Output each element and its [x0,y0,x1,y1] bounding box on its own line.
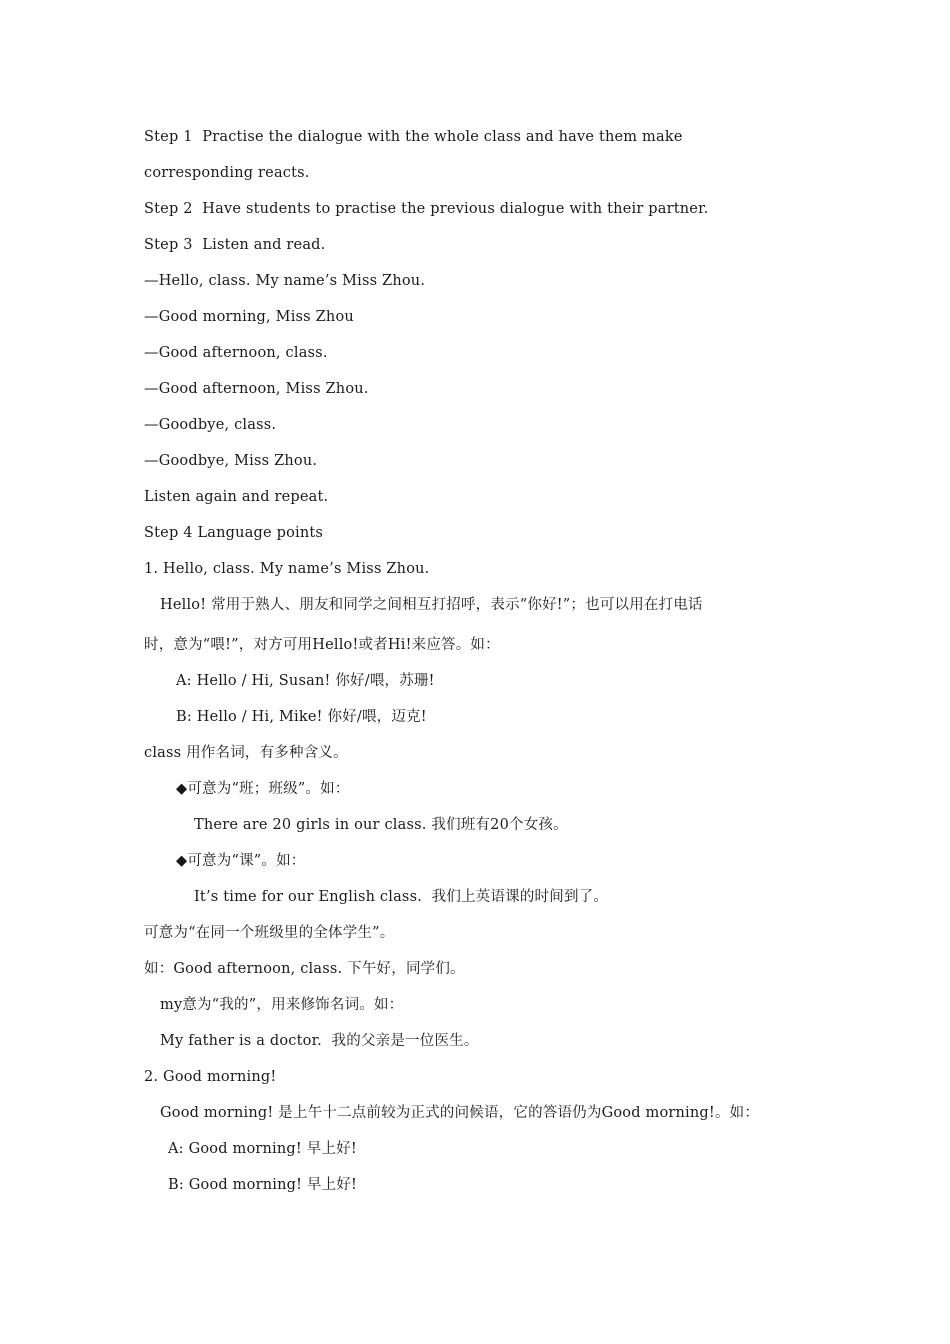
example-line: It’s time for our English class. 我们上英语课的时间到了。 [194,889,609,905]
step1-line: Step 1 Practise the dialogue with the whole class and have them make [144,129,683,145]
example-line: There are 20 girls in our class. 我们班有20个女孩。 [194,817,568,833]
bullet-line: ◆可意为“课”。如： [176,853,306,869]
example-line: A: Good morning! 早上好! [168,1141,357,1157]
dialogue-line: —Goodbye, class. [144,417,277,433]
example-line: A: Hello / Hi, Susan! 你好/喂，苏珊! [176,673,435,689]
point-heading: 1. Hello, class. My name’s Miss Zhou. [144,561,430,577]
point-heading: 2. Good morning! [144,1069,277,1085]
example-line: 如：Good afternoon, class. 下午好，同学们。 [144,961,465,977]
explanation-line: class 用作名词，有多种含义。 [144,745,348,761]
step4-heading: Step 4 Language points [144,525,324,541]
explanation-line: 可意为“在同一个班级里的全体学生”。 [144,925,395,941]
dialogue-line: —Good afternoon, class. [144,345,328,361]
instruction-line: Listen again and repeat. [144,489,329,505]
dialogue-line: —Goodbye, Miss Zhou. [144,453,318,469]
step3-line: Step 3 Listen and read. [144,237,326,253]
explanation-line: Good morning! 是上午十二点前较为正式的问候语，它的答语仍为Good morning!。如： [160,1105,760,1121]
dialogue-line: —Hello, class. My name’s Miss Zhou. [144,273,426,289]
dialogue-line: —Good morning, Miss Zhou [144,309,354,325]
example-line: My father is a doctor. 我的父亲是一位医生。 [160,1033,479,1049]
step2-line: Step 2 Have students to practise the previous dialogue with their partner. [144,201,709,217]
example-line: B: Good morning! 早上好! [168,1177,358,1193]
explanation-line: Hello! 常用于熟人、朋友和同学之间相互打招呼，表示“你好!”；也可以用在打电话 [160,597,703,613]
explanation-line: 时，意为“喂!”，对方可用Hello!或者Hi!来应答。如： [144,637,500,653]
dialogue-line: —Good afternoon, Miss Zhou. [144,381,369,397]
bullet-line: ◆可意为“班；班级”。如： [176,781,350,797]
explanation-line: my意为“我的”，用来修饰名词。如： [160,997,404,1013]
step1-continuation: corresponding reacts. [144,165,310,181]
example-line: B: Hello / Hi, Mike! 你好/喂，迈克! [176,709,427,725]
